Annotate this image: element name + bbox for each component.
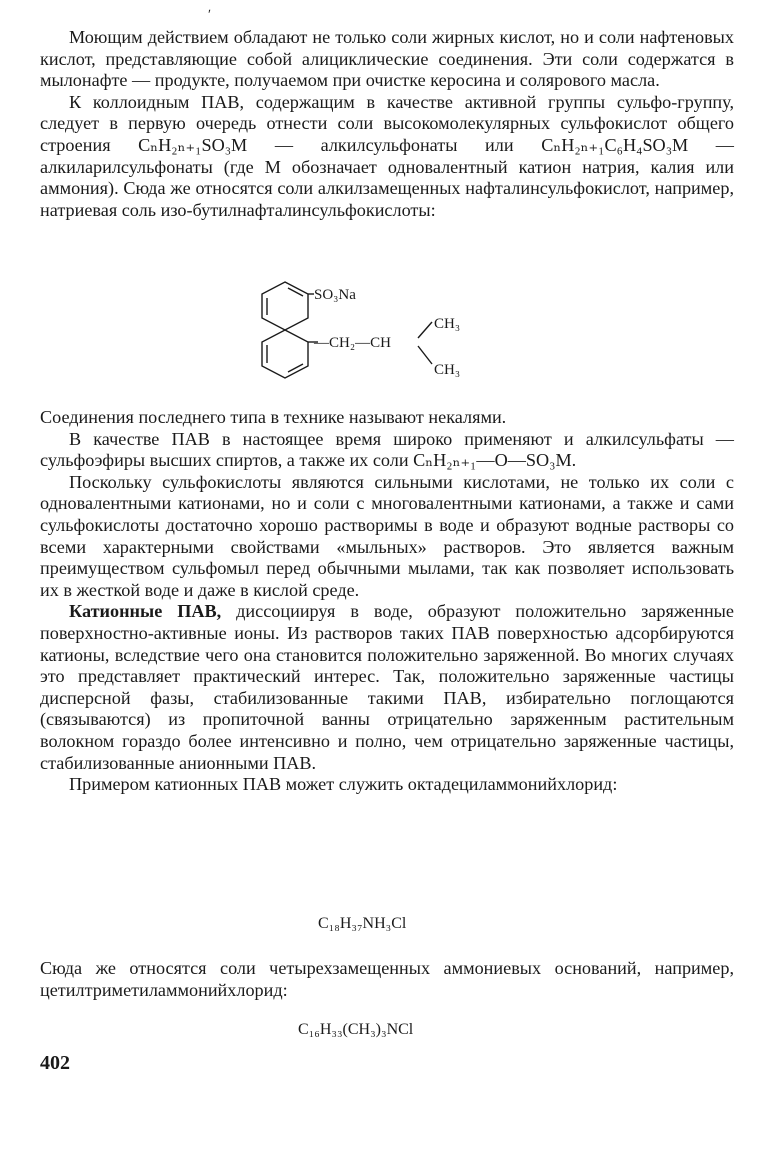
formula-cetyltrimethylammonium: C₁₆H₃₃(CH₃)₃NCl — [298, 1021, 414, 1038]
cationic-text: диссоциируя в воде, образуют положительно заряженные поверхностно-активные ионы. Из растворов таких ПАВ поверхностью адсорбируются катионы, вследствие чего она становится положительно заряженной. Во многих случаях это представляет практический интерес. Так, положительно заряженные частицы дисперсной фазы, стабилизованные такими ПАВ, избирательно поглощаются (связываются) из пропиточной ванны отрицательно заряженным растительным волокном гораздо более интенсивно и полно, чем отрицательно заряженные частицы, стабилизованные анионными ПАВ. — [40, 601, 734, 773]
stray-mark: ʹ — [208, 8, 212, 23]
paragraph-example: Примером катионных ПАВ может служить октадециламмонийхлорид: — [69, 774, 618, 795]
ch3-top-label: CH₃ — [434, 316, 461, 332]
chain-label: —CH₂—CH — [314, 335, 391, 351]
text-block-top — [40, 27, 734, 221]
paragraph-soaps: Моющим действием обладают не только соли жирных кислот, но и соли нафтеновых кислот, представляющие собой алициклические соединения. Эти соли содержатся в мылонафте — продукте, получаемом при очистке керосина и солярового масла. — [40, 27, 734, 91]
cationic-heading: Катионные ПАВ, — [69, 601, 222, 622]
paragraph-alkylsulfates: В качестве ПАВ в настоящее время широко применяют и алкилсульфаты — сульфоэфиры высших спиртов, а также их соли CₙH₂ₙ₊₁—O—SO₃M. — [40, 428, 734, 471]
paragraph-quaternary: Сюда же относятся соли четырехзамещенных аммониевых оснований, например, цетилтриметиламмонийхлорид: — [40, 958, 734, 1000]
formula-octadecylammonium: C₁₈H₃₇NH₃Cl — [318, 915, 407, 932]
so3na-label: SO₃Na — [314, 287, 356, 303]
ch3-bottom-label: CH₃ — [434, 362, 461, 378]
paragraph-sulfonates: К коллоидным ПАВ, содержащим в качестве активной группы сульфо-группу, следует в первую очередь отнести соли высокомолекулярных сульфокислот общего строения CₙH₂ₙ₊₁SO₃M — алкилсульфонаты или CₙH₂ₙ₊₁C₆H₄SO₃M — алкиларилсульфонаты (где M обозначает одновалентный катион натрия, калия или аммония). Сюда же относятся соли алкилзамещенных нафталинсульфокислот, например, натриевая соль изо-бутилнафталинсульфокислоты: — [40, 91, 734, 220]
naphthalene-structure — [248, 278, 488, 384]
text-block-middle — [40, 407, 734, 796]
page-number: 402 — [40, 1052, 70, 1074]
paragraph-nekal: Соединения последнего типа в технике называют некалями. — [40, 407, 507, 427]
text-block-bottom — [40, 958, 734, 1001]
paragraph-sulfoacids: Поскольку сульфокислоты являются сильными кислотами, не только их соли с одновалентными катионами, но и соли с многовалентными катионами, а также и сами сульфокислоты достаточно хорошо растворимы в воде и образуют водные растворы со всеми характерными свойствами «мыльных» растворов. Это является важным преимуществом сульфомыл перед обычными мылами, так как позволяет использовать их в жесткой воде и даже в кислой среде. — [40, 471, 734, 600]
paragraph-cationic — [40, 601, 734, 774]
